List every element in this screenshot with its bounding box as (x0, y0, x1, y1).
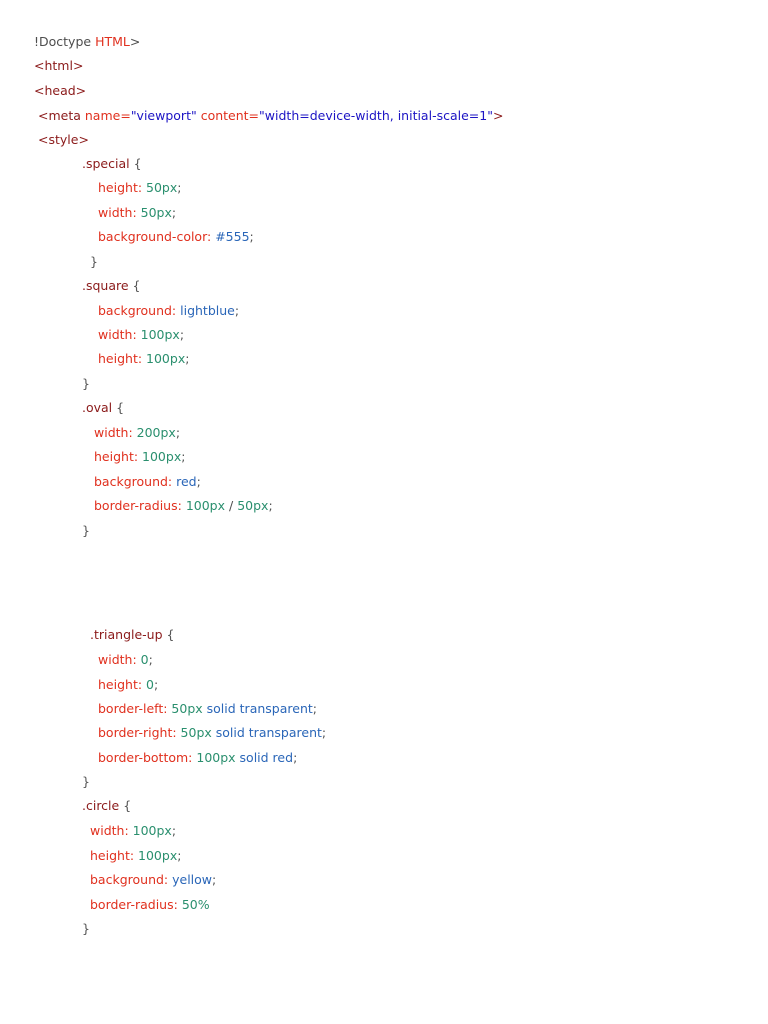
code-token: height: (98, 351, 147, 366)
code-token: height: (90, 848, 139, 863)
code-token: lightblue (180, 303, 235, 318)
code-token: 100px (140, 327, 180, 342)
code-line (98, 324, 184, 346)
code-token: red (176, 474, 197, 489)
code-line (94, 422, 180, 444)
code-token: background-color: (98, 229, 216, 244)
code-token: width: (98, 205, 141, 220)
code-token: { (116, 400, 125, 415)
code-token: .square (82, 278, 133, 293)
code-token: content= (200, 108, 260, 123)
code-token: 100px (146, 351, 186, 366)
code-token: solid transparent (215, 725, 322, 740)
code-line (98, 226, 254, 248)
code-line (90, 845, 181, 867)
code-line (90, 894, 210, 916)
code-line (94, 495, 273, 517)
code-line (82, 373, 90, 395)
code-line (90, 820, 176, 842)
code-token: width: (98, 652, 141, 667)
code-token: } (90, 254, 98, 269)
code-token: <style> (38, 132, 89, 147)
code-line (34, 31, 140, 53)
code-token: .oval (82, 400, 117, 415)
code-token: 50px (237, 498, 269, 513)
code-token: background: (90, 872, 173, 887)
code-token: ; (148, 652, 153, 667)
code-token: } (82, 376, 90, 391)
code-token: ; (185, 351, 190, 366)
code-line (38, 129, 89, 151)
code-token: yellow (172, 872, 213, 887)
code-line (98, 300, 239, 322)
code-token: > (129, 34, 141, 49)
code-token: border-radius: (90, 897, 182, 912)
code-token: ; (171, 205, 177, 220)
code-token: ; (312, 701, 317, 716)
code-line (94, 446, 185, 468)
code-token: name= (84, 108, 131, 123)
code-token: 50px (180, 725, 216, 740)
code-token: { (123, 798, 132, 813)
code-token: 50px (140, 205, 172, 220)
code-token: .triangle-up (90, 627, 167, 642)
code-token: width: (98, 327, 141, 342)
code-line (98, 747, 297, 769)
code-line (98, 674, 158, 696)
code-token: ; (153, 677, 159, 692)
code-token: !Doctype (34, 34, 96, 49)
code-token: } (82, 921, 90, 936)
code-token: 200px (136, 425, 176, 440)
code-token: ; (268, 498, 273, 513)
code-line (82, 795, 131, 817)
code-token: } (82, 523, 90, 538)
code-line (98, 348, 189, 370)
code-token: border-bottom: (98, 750, 197, 765)
code-line (98, 649, 153, 671)
code-token: ; (234, 303, 240, 318)
code-token: HTML (95, 34, 130, 49)
code-token: <html> (34, 58, 84, 73)
code-token: 0 (146, 677, 154, 692)
code-token: } (82, 774, 90, 789)
code-line (94, 471, 201, 493)
code-token: { (132, 278, 141, 293)
code-token: ; (196, 474, 201, 489)
code-line (34, 80, 86, 102)
code-token: border-left: (98, 701, 172, 716)
code-line (38, 105, 503, 127)
code-token: "viewport" (130, 108, 201, 123)
code-token: .circle (82, 798, 124, 813)
code-line (34, 55, 83, 77)
code-token: <head> (34, 83, 87, 98)
code-token: height: (98, 180, 147, 195)
code-token: / (225, 498, 238, 513)
code-line (98, 202, 176, 224)
code-line (90, 869, 216, 891)
code-token: ; (175, 425, 181, 440)
code-token: solid transparent (206, 701, 313, 716)
code-token: { (133, 156, 142, 171)
code-token: solid red (239, 750, 294, 765)
code-token: ; (181, 449, 186, 464)
code-token: height: (98, 677, 147, 692)
code-token: > (492, 108, 504, 123)
code-line (98, 698, 317, 720)
code-token: border-radius: (94, 498, 186, 513)
code-line (82, 397, 124, 419)
code-token: ; (177, 180, 182, 195)
code-token: 100px (132, 823, 172, 838)
code-token: background: (98, 303, 181, 318)
code-line (82, 153, 142, 175)
code-token: width: (94, 425, 137, 440)
code-token: 50px (146, 180, 178, 195)
code-line (90, 624, 174, 646)
code-token: 100px (138, 848, 178, 863)
code-line (98, 177, 182, 199)
code-line (98, 722, 326, 744)
code-token: .special (82, 156, 134, 171)
code-token: ; (249, 229, 254, 244)
code-line (82, 918, 90, 940)
code-token: 100px (142, 449, 182, 464)
code-line (90, 251, 98, 273)
code-line (82, 771, 90, 793)
code-token: ; (212, 872, 217, 887)
code-token: 50% (181, 897, 210, 912)
code-line (82, 520, 90, 542)
code-token: 100px (196, 750, 240, 765)
code-token: ; (293, 750, 298, 765)
code-token: #555 (215, 229, 250, 244)
code-token: <meta (38, 108, 85, 123)
code-token: 100px (185, 498, 226, 513)
code-token: ; (179, 327, 185, 342)
code-token: 0 (140, 652, 149, 667)
code-token: border-right: (98, 725, 181, 740)
code-token: height: (94, 449, 143, 464)
code-token: ; (177, 848, 182, 863)
code-token: background: (94, 474, 177, 489)
code-line (82, 275, 140, 297)
code-token: 50px (171, 701, 207, 716)
code-token: ; (171, 823, 177, 838)
code-token: width: (90, 823, 133, 838)
code-token: ; (321, 725, 327, 740)
code-token: { (166, 627, 175, 642)
code-token: "width=device-width, initial-scale=1" (259, 108, 493, 123)
